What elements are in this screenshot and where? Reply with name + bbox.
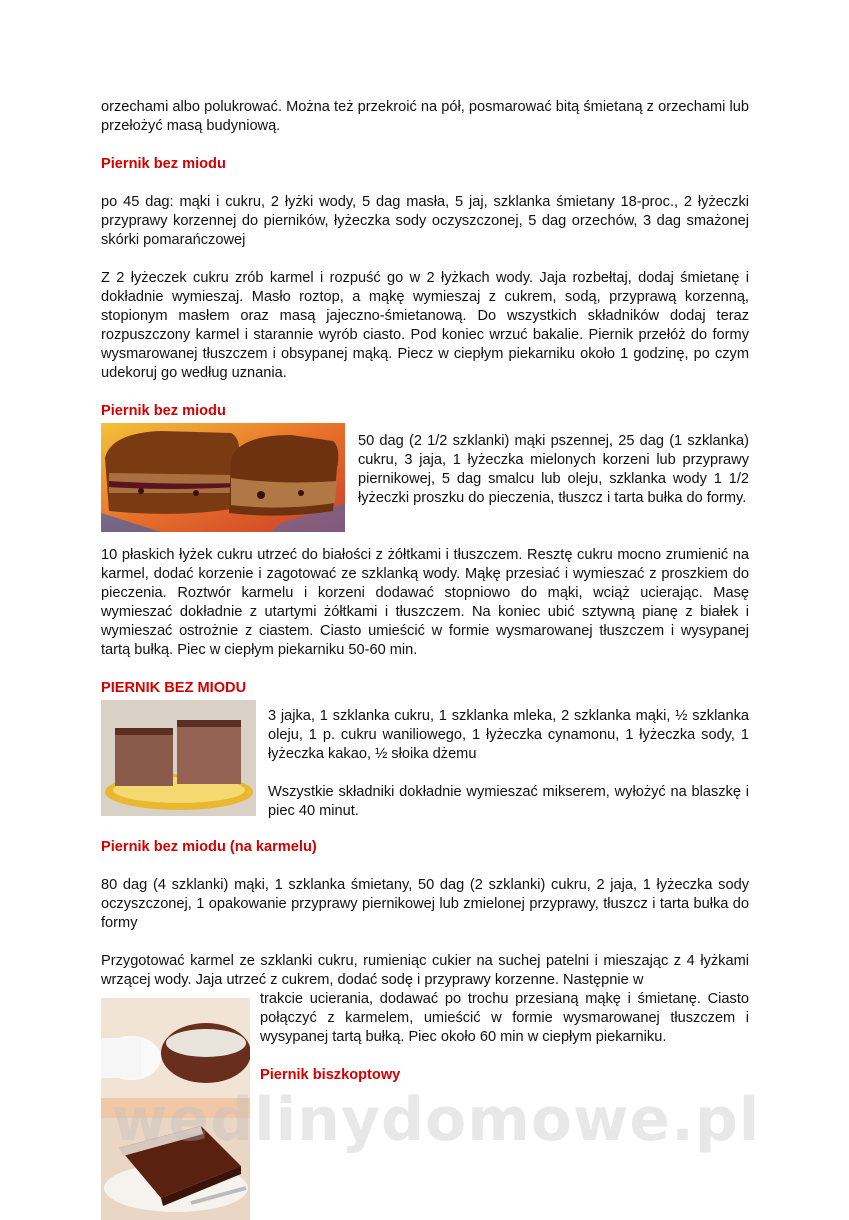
- watermark-text: wedlinydomowe.pl: [112, 1085, 761, 1155]
- cake-slice-photo: [101, 700, 256, 816]
- recipe2-ingredients: 50 dag (2 1/2 szklanki) mąki pszennej, 25 dag (1 szklanka) cukru, 3 jaja, 1 łyżeczka mielonych korzeni lub przyprawy piernikowej, 5 dag smalcu lub oleju, szklanka wody 1 1/2 łyżeczki proszku do pieczenia, tłuszcz i tarta bułka do formy.: [358, 433, 749, 506]
- recipe4-method-intro: Przygotować karmel ze szklanki cukru, rumieniąc cukier na suchej patelni i mieszając z 4 łyżkami wrzącej wody. Jaja utrzeć z cukrem, dodać sodę i przyprawy korzenne. Następnie w: [101, 953, 749, 988]
- recipe1-title: Piernik bez miodu: [101, 156, 226, 172]
- recipe4-title: Piernik bez miodu (na karmelu): [101, 839, 317, 855]
- recipe2-title: Piernik bez miodu: [101, 403, 226, 419]
- recipe1-ingredients: po 45 dag: mąki i cukru, 2 łyżki wody, 5 dag masła, 5 jaj, szklanka śmietany 18-proc., 2 łyżeczki przyprawy korzennej do pierników, łyżeczka sody oczyszczonej, 5 dag orzechów, 3 dag smażonej skórki pomarańczowej: [101, 194, 749, 248]
- document-page: [101, 98, 749, 1220]
- recipe5-title: Piernik biszkoptowy: [260, 1067, 401, 1083]
- recipe3-title: PIERNIK BEZ MIODU: [101, 680, 247, 696]
- recipe4-method-wrap: trakcie ucierania, dodawać po trochu przesianą mąkę i śmietanę. Ciasto połączyć z karmelem, umieścić w formie wysmarowanej tłuszczem i wysypanej tartą bułką. Piec około 60 min w ciepłym piekarniku.: [260, 991, 749, 1045]
- gingerbread-photo: [101, 423, 345, 532]
- recipe3-method: Wszystkie składniki dokładnie wymieszać mikserem, wyłożyć na blaszkę i piec 40 minut.: [268, 784, 749, 819]
- recipe4-ingredients: 80 dag (4 szklanki) mąki, 1 szklanka śmietany, 50 dag (2 szklanki) cukru, 2 jaja, 1 łyżeczka sody oczyszczonej, 1 opakowanie przyprawy piernikowej lub zmielonej przyprawy, tłuszcz i tarta bułka do formy: [101, 877, 749, 931]
- recipe2-method: 10 płaskich łyżek cukru utrzeć do białości z żółtkami i tłuszczem. Resztę cukru mocno zrumienić na karmel, dodać korzenie i zagotować ze szklanką wody. Mąkę przesiać i wymieszać z proszkiem do pieczenia. Roztwór karmelu i korzeni dodawać stopniowo do mąki, wciąż ucierając. Masę wymieszać dokładnie z utartymi żółtkami i tłuszczem. Na koniec ubić sztywną pianę z białek i wymieszać ostrożnie z ciastem. Ciasto umieścić w formie wysmarowanej tłuszczem i wysypanej tartą bułką. Piec w ciepłym piekarniku 50-60 min.: [101, 547, 749, 658]
- recipe3-ingredients: 3 jajka, 1 szklanka cukru, 1 szklanka mleka, 2 szklanka mąki, ½ szklanka oleju, 1 p. cukru waniliowego, 1 łyżeczka cynamonu, 1 łyżeczka sody, 1 łyżeczka kakao, ½ słoika dżemu: [268, 708, 749, 762]
- intro-paragraph: orzechami albo polukrować. Można też przekroić na pół, posmarować bitą śmietaną z orzechami lub przełożyć masą budyniową.: [101, 99, 749, 134]
- recipe1-method: Z 2 łyżeczek cukru zrób karmel i rozpuść go w 2 łyżkach wody. Jaja rozbełtaj, dodaj śmietanę i dokładnie wymieszaj. Masło roztop, a mąkę wymieszaj z cukrem, sodą, przyprawą korzenną, stopionym masłem oraz masą jajeczno-śmietanową. Do wszystkich składników dodaj teraz rozpuszczony karmel i starannie wyrób ciasto. Pod koniec wrzuć bakalie. Piernik przełóż do formy wysmarowanej tłuszczem i obsypanej mąką. Piecz w ciepłym piekarniku około 1 godzinę, po czym udekoruj go według uznania.: [101, 270, 749, 381]
